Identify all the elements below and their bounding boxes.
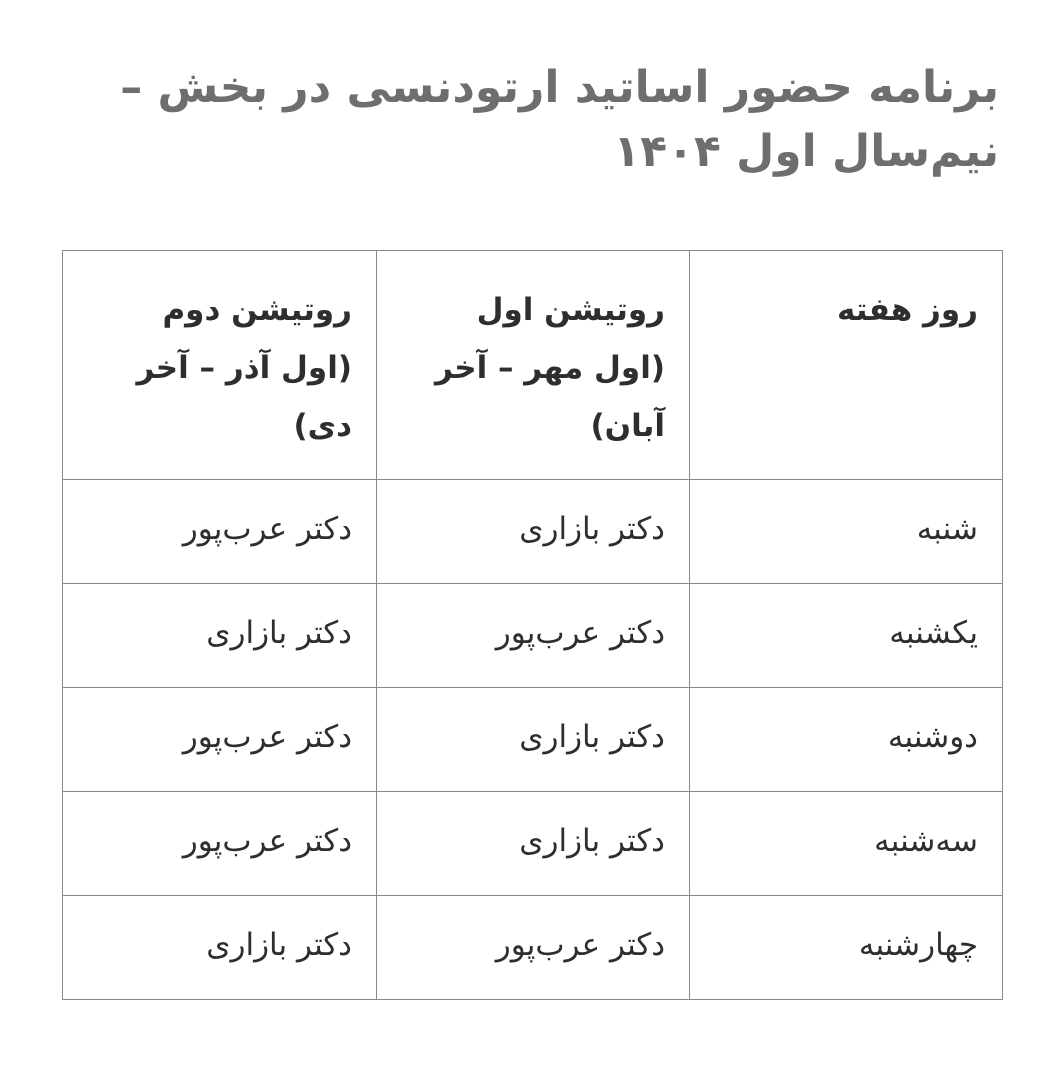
day-cell: چهارشنبه <box>690 896 1003 1000</box>
day-cell: یکشنبه <box>690 584 1003 688</box>
rotation-1-cell: دکتر بازاری <box>377 480 690 584</box>
rotation-1-cell: دکتر بازاری <box>377 792 690 896</box>
day-cell: شنبه <box>690 480 1003 584</box>
rotation-2-cell: دکتر عرب‌پور <box>63 480 377 584</box>
table-row <box>63 584 1003 688</box>
header-rotation-2: روتیشن دوم (اول آذر – آخر دی) <box>63 251 377 480</box>
table-row <box>63 688 1003 792</box>
rotation-1-cell: دکتر عرب‌پور <box>377 896 690 1000</box>
rotation-2-cell: دکتر بازاری <box>63 896 377 1000</box>
rotation-1-cell: دکتر بازاری <box>377 688 690 792</box>
day-cell: دوشنبه <box>690 688 1003 792</box>
rotation-2-cell: دکتر عرب‌پور <box>63 688 377 792</box>
page-title: برنامه حضور اساتید ارتودنسی در بخش – نیم‌سال اول ۱۴۰۴ <box>120 62 999 177</box>
rotation-2-cell: دکتر عرب‌پور <box>63 792 377 896</box>
schedule-table <box>62 250 1003 1000</box>
header-day: روز هفته <box>690 251 1003 480</box>
day-cell: سه‌شنبه <box>690 792 1003 896</box>
header-rotation-1: روتیشن اول (اول مهر – آخر آبان) <box>377 251 690 480</box>
header-row <box>63 251 1003 480</box>
table-row <box>63 792 1003 896</box>
rotation-2-cell: دکتر بازاری <box>63 584 377 688</box>
table-row <box>63 480 1003 584</box>
table-row <box>63 896 1003 1000</box>
rotation-1-cell: دکتر عرب‌پور <box>377 584 690 688</box>
